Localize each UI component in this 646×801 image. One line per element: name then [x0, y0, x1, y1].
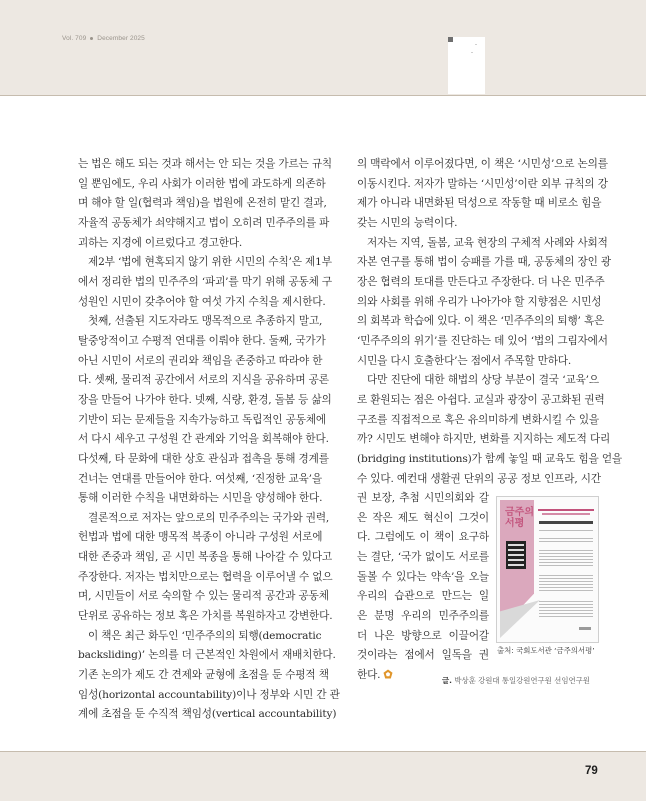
text-line: 장을 만들어 나가야 한다. 넷째, 식량, 환경, 돌봄 등 삶의 [78, 393, 332, 406]
figure-text-line [539, 581, 593, 582]
date-text: December 2025 [97, 35, 145, 42]
figure-text-line [539, 565, 593, 566]
text-line: 첫째, 선출된 지도자라도 맹목적으로 추종하지 말고, [88, 315, 323, 328]
text-line: 다. 그럼에도 이 책이 요구하 [357, 531, 489, 544]
figure-text-line [539, 530, 593, 531]
text-line: 통해 이러한 수칙을 내면화하는 시민을 양성해야 한다. [78, 492, 323, 505]
figure-text-line [539, 556, 593, 557]
pentagon-end-mark-icon [383, 669, 393, 679]
text-line: 제가 아니라 내면화된 덕성으로 작동할 때 비로소 힘을 [357, 197, 602, 210]
text-line: 돌볼 수 있다는 약속’을 오늘 [357, 570, 489, 583]
text-line: 저자는 지역, 돌봄, 교육 현장의 구체적 사례와 사회적 [367, 236, 608, 249]
text-line: 시민을 다시 호출한다’는 점에서 주목할 만하다. [357, 354, 572, 367]
text-line: 더 나은 방향으로 이끌어갈 [357, 629, 489, 642]
text-line: 에서 정리한 법의 민주주의 ‘파괴’를 막기 위해 공동체 구 [78, 275, 333, 288]
text-line: 제2부 ‘법에 현혹되지 않기 위한 시민의 수칙’은 제1부 [88, 256, 332, 269]
figure-text-line [539, 604, 593, 605]
figure-title [505, 507, 534, 529]
figure-bar [539, 521, 593, 524]
figure-text-line [539, 538, 593, 539]
figure-text-line [539, 575, 593, 576]
figure-text-line [539, 553, 593, 554]
text-line: 탈중앙적이고 수평적 연대를 이뤄야 한다. 둘째, 국가가 [78, 334, 326, 347]
byline-label: 글. [442, 676, 452, 685]
text-line: 성원인 시민이 갖추어야 할 여섯 가지 수칙을 제시한다. [78, 295, 326, 308]
text-line: 로 환원되는 점은 아쉽다. 교실과 광장이 공고화된 권력 [357, 393, 605, 406]
final-sentence: 한다. [357, 669, 381, 682]
figure-text-line [539, 616, 593, 617]
figure-logo-icon [579, 627, 591, 630]
text-line: 권 보장, 추첨 시민의회와 갈 [357, 492, 489, 505]
figure-text-line [539, 601, 593, 602]
figure-text-line [539, 584, 593, 585]
text-line: 은 분명 우리의 민주주의를 [357, 610, 489, 623]
text-line: ‘민주주의의 위기’를 진단하는 데 있어 ‘법의 그림자에서 [357, 334, 608, 347]
text-line: backsliding)’ 논의를 더 근본적인 차원에서 재배치한다. [78, 649, 336, 662]
figure-text-line [539, 562, 593, 563]
text-line: 장은 협력의 토대를 만든다고 주장한다. 더 나은 민주주 [357, 275, 605, 288]
text-line: 은 작은 제도 혁신이 그것이 [357, 511, 489, 524]
text-line: 임성(horizontal accountability)이나 정부와 시민 간 관 [78, 688, 340, 701]
book-cover-icon [506, 541, 526, 569]
text-line: 아닌 시민이 서로의 권리와 책임을 존중하고 따라야 한 [78, 354, 323, 367]
text-line: 일 뿐임에도, 우리 사회가 이러한 법에 과도하게 의존하 [78, 177, 326, 190]
figure-text-line [539, 559, 593, 560]
text-line: 서 다시 세우고 구성원 간 관계와 기억을 회복해야 한다. [78, 433, 329, 446]
figure-title-line2: 서평 [505, 518, 525, 529]
volume-text: Vol. 709 [62, 35, 87, 42]
speck [471, 52, 473, 53]
text-line: 는 법은 해도 되는 것과 해서는 안 되는 것을 가르는 규칙 [78, 158, 333, 170]
header-band [0, 0, 646, 96]
text-line: 주장한다. 저자는 법치만으로는 협력을 이루어낼 수 없으 [78, 570, 333, 583]
text-line: 이 책은 최근 화두인 ‘민주주의의 퇴행(democratic [88, 629, 322, 642]
text-line: 기반이 되는 문제들을 지속가능하고 독립적인 공동체에 [78, 413, 327, 426]
text-line: 이동시킨다. 저자가 말하는 ‘시민성’이란 외부 규칙의 강 [357, 177, 608, 190]
text-line: 괴하는 지경에 이르렀다고 경고한다. [78, 236, 243, 249]
text-line: 까? 시민도 변해야 하지만, 변화를 지지하는 제도적 다리 [357, 433, 611, 446]
byline-author: 박상훈 강원대 통일강원연구원 선임연구원 [454, 676, 590, 685]
separator-dot-icon [90, 37, 93, 40]
text-line: 수 있다. 예컨대 생활권 단위의 공공 정보 인프라, 시간 [357, 472, 601, 485]
figure-text-line [539, 578, 593, 579]
text-line: 건너는 연대를 만들어야 한다. 여섯째, ‘진정한 교육’을 [78, 472, 322, 485]
left-column [78, 155, 340, 725]
text-line: 의와 사회를 위해 우리가 나아가야 할 지향점은 시민성 [357, 295, 602, 308]
figure-text-line [539, 587, 593, 588]
figure-headline [538, 509, 594, 511]
text-line: 결론적으로 저자는 앞으로의 민주주의는 국가와 권력, [88, 511, 330, 524]
text-line: 다섯째, 타 문화에 대한 상호 관심과 접촉을 통해 경계를 [78, 452, 329, 465]
figure-text-line [539, 610, 593, 611]
text-line: 다만 진단에 대한 해법의 상당 부분이 결국 ‘교육’으 [367, 374, 599, 387]
issue-label [62, 35, 145, 42]
text-line: 다. 셋째, 물리적 공간에서 서로의 지식을 공유하며 공론 [78, 374, 329, 387]
text-line: 갖는 시민의 능력이다. [357, 216, 458, 229]
book-review-thumbnail [496, 496, 599, 643]
figure-text-line [539, 550, 593, 551]
text-line: 단위로 공유하는 정보 혹은 가치를 복원하자고 강변한다. [78, 610, 333, 623]
corner-mark-icon [448, 37, 453, 42]
text-line: (bridging institutions)가 함께 놓일 때 교육도 힘을 얻을 [357, 452, 623, 465]
figure-text-line [539, 607, 593, 608]
text-line: 며, 시민들이 서로 숙의할 수 있는 물리적 공간과 공동체 [78, 590, 329, 603]
text-line: 의 회복과 학습에 있다. 이 책은 ‘민주주의의 퇴행’ 혹은 [357, 315, 605, 328]
text-line: 헌법과 법에 대한 맹목적 복종이 아니라 구성원 서로에 [78, 531, 323, 544]
text-line: 구조를 직접적으로 혹은 유의미하게 변화시킬 수 있을 [357, 413, 599, 426]
speck [475, 44, 477, 45]
text-line: 자율적 공동체가 쇠약해지고 법이 오히려 민주주의를 파 [78, 216, 330, 229]
text-line: 며 해야 할 일(협력과 책임)을 법원에 온전히 맡긴 결과, [78, 197, 327, 210]
text-line: 것이라는 점에서 일독을 권 [357, 649, 489, 662]
figure-caption: 출처: 국회도서관 ‘금주의서평’ [497, 646, 595, 655]
page-number: 79 [585, 765, 598, 777]
footer-band [0, 751, 646, 801]
text-line: 는 결단, ‘국가 없이도 서로를 [357, 551, 489, 564]
figure-text-line [539, 541, 593, 542]
text-line: 대한 존중과 책임, 곧 시민 복종을 통해 나아갈 수 있다고 [78, 551, 333, 564]
figure-text-line [539, 613, 593, 614]
text-line: 의 맥락에서 이루어졌다면, 이 책은 ‘시민성’으로 논의를 [357, 158, 608, 170]
text-line: 계에 초점을 둔 수직적 책임성(vertical accountability) [78, 708, 337, 721]
corner-thumbnail [448, 37, 485, 94]
text-line: 우리의 습관으로 만드는 일 [357, 590, 489, 603]
figure-title-line1: 금주의 [505, 507, 534, 518]
figure-subheadline [542, 513, 590, 515]
text-line: 기존 논의가 제도 간 견제와 균형에 초점을 둔 수평적 책 [78, 669, 329, 682]
figure-text-line [539, 590, 593, 591]
byline [442, 675, 590, 686]
text-line: 자본 연구를 통해 법이 승패를 가를 때, 공동체의 장인 광 [357, 256, 612, 269]
